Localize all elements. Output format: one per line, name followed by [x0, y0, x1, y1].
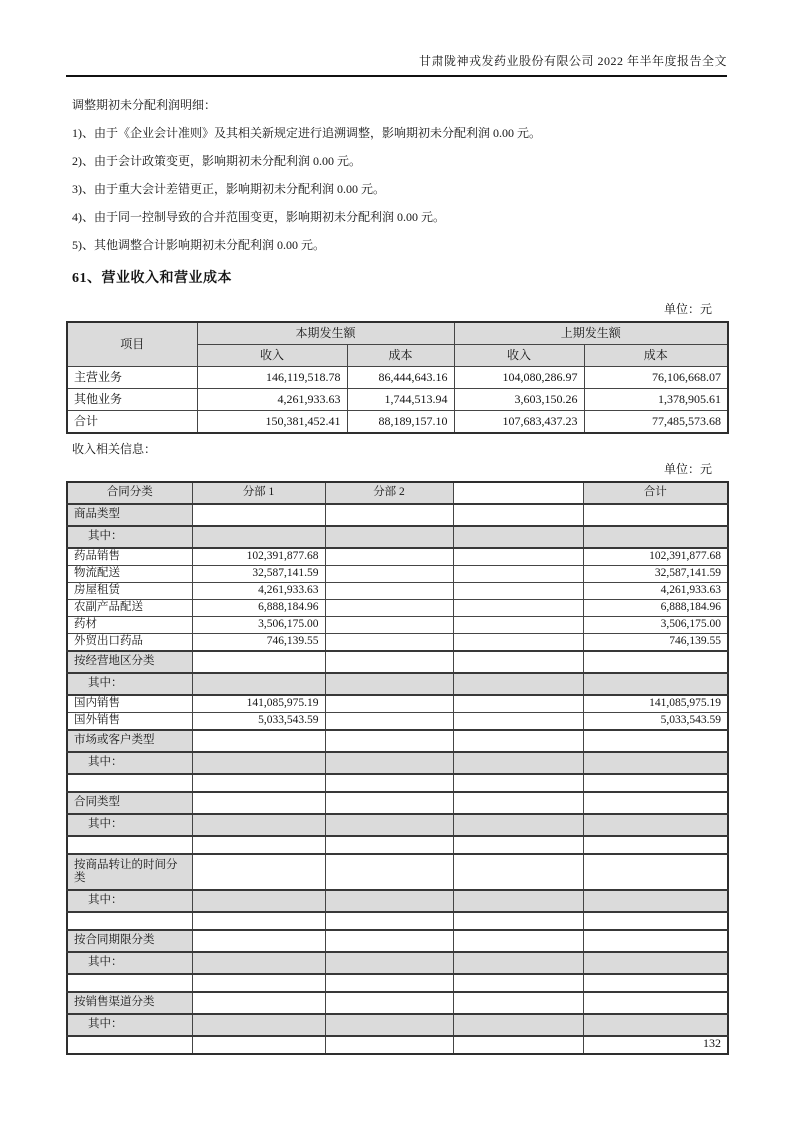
- segment-2-cell: [325, 651, 453, 673]
- row-label-cell: 其中：: [67, 890, 192, 912]
- col-header-segment-2: 分部 2: [325, 482, 453, 504]
- row-label-cell: 物流配送: [67, 566, 192, 583]
- table-row: [67, 713, 728, 731]
- segment-2-cell: [325, 930, 453, 952]
- total-cell: [583, 504, 728, 526]
- segment-2-cell: [325, 548, 453, 566]
- row-label-cell: 国外销售: [67, 713, 192, 731]
- segment-2-cell: [325, 713, 453, 731]
- col-header-income-current: 收入: [197, 345, 347, 367]
- total-cell: [583, 792, 728, 814]
- row-label-cell: 合计: [67, 411, 197, 434]
- current-income-cell: 4,261,933.63: [197, 389, 347, 411]
- revenue-cost-table-body: [67, 367, 728, 434]
- total-cell: [583, 854, 728, 890]
- revenue-info-table: [66, 481, 729, 1055]
- segment-2-cell: [325, 952, 453, 974]
- revenue-info-table-body: [67, 504, 728, 1054]
- table-row: [67, 1014, 728, 1036]
- col-header-cost-prior: 成本: [584, 345, 728, 367]
- row-label-cell: 其中：: [67, 673, 192, 695]
- total-cell: [583, 651, 728, 673]
- prior-income-cell: 107,683,437.23: [454, 411, 584, 434]
- row-label-cell: [67, 1036, 192, 1054]
- blank-column-cell: [453, 634, 583, 652]
- segment-2-cell: [325, 583, 453, 600]
- segment-1-cell: [192, 730, 325, 752]
- table-row: [67, 792, 728, 814]
- prior-cost-cell: 77,485,573.68: [584, 411, 728, 434]
- total-cell: [583, 836, 728, 854]
- segment-1-cell: [192, 504, 325, 526]
- table-row: [67, 583, 728, 600]
- blank-column-cell: [453, 548, 583, 566]
- segment-2-cell: [325, 695, 453, 713]
- list-item-2: 2)、由于会计政策变更，影响期初未分配利润 0.00 元。: [72, 154, 361, 168]
- table-row: [67, 814, 728, 836]
- blank-column-cell: [453, 730, 583, 752]
- segment-2-cell: [325, 1036, 453, 1054]
- blank-column-cell: [453, 617, 583, 634]
- total-cell: [583, 974, 728, 992]
- table-row: [67, 890, 728, 912]
- segment-2-cell: [325, 1014, 453, 1036]
- segment-2-cell: [325, 854, 453, 890]
- segment-1-cell: 32,587,141.59: [192, 566, 325, 583]
- intro-lead: 调整期初未分配利润明细：: [72, 98, 217, 112]
- total-cell: [583, 730, 728, 752]
- list-item-1: 1)、由于《企业会计准则》及其相关新规定进行追溯调整，影响期初未分配利润 0.00 元。: [72, 126, 541, 140]
- segment-1-cell: [192, 992, 325, 1014]
- table-header-row: [67, 482, 728, 504]
- row-label-cell: 外贸出口药品: [67, 634, 192, 652]
- page-number: 132: [703, 1036, 721, 1050]
- segment-2-cell: [325, 752, 453, 774]
- table-row: [67, 912, 728, 930]
- blank-column-cell: [453, 854, 583, 890]
- row-label-cell: 房屋租赁: [67, 583, 192, 600]
- blank-column-cell: [453, 890, 583, 912]
- segment-1-cell: [192, 1036, 325, 1054]
- row-label-cell: 其中：: [67, 952, 192, 974]
- blank-column-cell: [453, 792, 583, 814]
- total-cell: 4,261,933.63: [583, 583, 728, 600]
- prior-income-cell: 104,080,286.97: [454, 367, 584, 389]
- blank-column-cell: [453, 930, 583, 952]
- table-row: [67, 752, 728, 774]
- blank-column-cell: [453, 695, 583, 713]
- row-label-cell: 市场或客户类型: [67, 730, 192, 752]
- row-label-cell: 农副产品配送: [67, 600, 192, 617]
- total-cell: [583, 814, 728, 836]
- segment-1-cell: [192, 526, 325, 548]
- current-income-cell: 146,119,518.78: [197, 367, 347, 389]
- segment-1-cell: 5,033,543.59: [192, 713, 325, 731]
- segment-1-cell: [192, 673, 325, 695]
- current-income-cell: 150,381,452.41: [197, 411, 347, 434]
- segment-2-cell: [325, 814, 453, 836]
- segment-1-cell: [192, 752, 325, 774]
- segment-2-cell: [325, 634, 453, 652]
- segment-1-cell: [192, 912, 325, 930]
- blank-column-cell: [453, 992, 583, 1014]
- total-cell: [583, 890, 728, 912]
- col-header-prior-period: 上期发生额: [454, 322, 728, 345]
- revenue-cost-table-header: [67, 322, 728, 367]
- row-label-cell: 其中：: [67, 526, 192, 548]
- retained-earnings-adjustment-note: [66, 99, 727, 252]
- blank-column-cell: [453, 673, 583, 695]
- table-row: [67, 651, 728, 673]
- unit-label: 单位：元: [663, 462, 712, 476]
- table-row: [67, 930, 728, 952]
- total-cell: 102,391,877.68: [583, 548, 728, 566]
- segment-2-cell: [325, 566, 453, 583]
- segment-1-cell: [192, 651, 325, 673]
- total-cell: 746,139.55: [583, 634, 728, 652]
- blank-column-cell: [453, 974, 583, 992]
- list-item-5: 5)、其他调整合计影响期初未分配利润 0.00 元。: [72, 238, 325, 252]
- col-header-cost-current: 成本: [347, 345, 454, 367]
- blank-column-cell: [453, 1014, 583, 1036]
- total-cell: 141,085,975.19: [583, 695, 728, 713]
- segment-2-cell: [325, 912, 453, 930]
- row-label-cell: [67, 912, 192, 930]
- segment-1-cell: 4,261,933.63: [192, 583, 325, 600]
- segment-1-cell: [192, 814, 325, 836]
- total-cell: [583, 1014, 728, 1036]
- current-cost-cell: 88,189,157.10: [347, 411, 454, 434]
- row-label-cell: [67, 836, 192, 854]
- total-cell: [583, 774, 728, 792]
- total-cell: [583, 912, 728, 930]
- blank-column-cell: [453, 583, 583, 600]
- table-row: [67, 854, 728, 890]
- table-header-row: [67, 322, 728, 345]
- row-label-cell: 商品类型: [67, 504, 192, 526]
- blank-column-cell: [453, 566, 583, 583]
- row-label-cell: [67, 774, 192, 792]
- col-header-income-prior: 收入: [454, 345, 584, 367]
- blank-column-cell: [453, 526, 583, 548]
- table-row: [67, 992, 728, 1014]
- segment-1-cell: [192, 836, 325, 854]
- blank-column-cell: [453, 600, 583, 617]
- segment-1-cell: [192, 774, 325, 792]
- total-cell: [583, 930, 728, 952]
- segment-2-cell: [325, 792, 453, 814]
- segment-2-cell: [325, 836, 453, 854]
- table-row: [67, 673, 728, 695]
- row-label-cell: [67, 974, 192, 992]
- col-header-contract-class: 合同分类: [67, 482, 192, 504]
- row-label-cell: 其中：: [67, 814, 192, 836]
- segment-2-cell: [325, 890, 453, 912]
- row-label-cell: 其中：: [67, 1014, 192, 1036]
- table-row: [67, 1036, 728, 1054]
- list-item-4: 4)、由于同一控制导致的合并范围变更，影响期初未分配利润 0.00 元。: [72, 210, 445, 224]
- table-row: [67, 600, 728, 617]
- col-header-segment-1: 分部 1: [192, 482, 325, 504]
- segment-2-cell: [325, 673, 453, 695]
- blank-column-cell: [453, 814, 583, 836]
- total-cell: 32,587,141.59: [583, 566, 728, 583]
- blank-column-cell: [453, 504, 583, 526]
- total-cell: [583, 952, 728, 974]
- row-label-cell: 药品销售: [67, 548, 192, 566]
- segment-2-cell: [325, 992, 453, 1014]
- table-row: [67, 774, 728, 792]
- unit-label: 单位：元: [663, 302, 712, 316]
- total-cell: [583, 752, 728, 774]
- section-heading: 61、营业收入和营业成本: [72, 271, 232, 286]
- page-header-title: 甘肃陇神戎发药业股份有限公司 2022 年半年度报告全文: [66, 52, 727, 77]
- row-label-cell: 药材: [67, 617, 192, 634]
- segment-1-cell: [192, 854, 325, 890]
- segment-1-cell: [192, 952, 325, 974]
- segment-1-cell: 3,506,175.00: [192, 617, 325, 634]
- segment-1-cell: [192, 792, 325, 814]
- table-row: [67, 367, 728, 389]
- segment-1-cell: [192, 1014, 325, 1036]
- blank-column-cell: [453, 1036, 583, 1054]
- list-item-3: 3)、由于重大会计差错更正，影响期初未分配利润 0.00 元。: [72, 182, 385, 196]
- row-label-cell: 其中：: [67, 752, 192, 774]
- blank-column-cell: [453, 774, 583, 792]
- row-label-cell: 按合同期限分类: [67, 930, 192, 952]
- table-row: [67, 526, 728, 548]
- current-cost-cell: 1,744,513.94: [347, 389, 454, 411]
- row-label-cell: 按销售渠道分类: [67, 992, 192, 1014]
- segment-2-cell: [325, 974, 453, 992]
- table-row: [67, 617, 728, 634]
- table-row: [67, 634, 728, 652]
- segment-1-cell: 746,139.55: [192, 634, 325, 652]
- segment-1-cell: 102,391,877.68: [192, 548, 325, 566]
- table-row: [67, 411, 728, 434]
- segment-1-cell: 141,085,975.19: [192, 695, 325, 713]
- total-cell: [583, 673, 728, 695]
- table-row: [67, 695, 728, 713]
- table-row: [67, 952, 728, 974]
- revenue-cost-table: [66, 321, 729, 434]
- revenue-info-table-header: [67, 482, 728, 504]
- revenue-info-label: 收入相关信息：: [72, 442, 157, 456]
- col-header-item: 项目: [67, 322, 197, 367]
- total-cell: [583, 526, 728, 548]
- table-row: [67, 836, 728, 854]
- prior-income-cell: 3,603,150.26: [454, 389, 584, 411]
- table-row: [67, 974, 728, 992]
- segment-2-cell: [325, 504, 453, 526]
- row-label-cell: 其他业务: [67, 389, 197, 411]
- segment-2-cell: [325, 730, 453, 752]
- row-label-cell: 按商品转让的时间分类: [67, 854, 192, 890]
- blank-column-cell: [453, 713, 583, 731]
- prior-cost-cell: 1,378,905.61: [584, 389, 728, 411]
- segment-2-cell: [325, 526, 453, 548]
- blank-column-cell: [453, 836, 583, 854]
- table-row: [67, 566, 728, 583]
- blank-column-cell: [453, 752, 583, 774]
- row-label-cell: 合同类型: [67, 792, 192, 814]
- table-row: [67, 730, 728, 752]
- total-cell: [583, 992, 728, 1014]
- table-row: [67, 548, 728, 566]
- segment-2-cell: [325, 600, 453, 617]
- prior-cost-cell: 76,106,668.07: [584, 367, 728, 389]
- segment-1-cell: [192, 890, 325, 912]
- row-label-cell: 国内销售: [67, 695, 192, 713]
- col-header-total: 合计: [583, 482, 728, 504]
- total-cell: 5,033,543.59: [583, 713, 728, 731]
- table-row: [67, 389, 728, 411]
- current-cost-cell: 86,444,643.16: [347, 367, 454, 389]
- blank-column-cell: [453, 952, 583, 974]
- segment-2-cell: [325, 617, 453, 634]
- segment-1-cell: [192, 974, 325, 992]
- blank-column-cell: [453, 912, 583, 930]
- segment-2-cell: [325, 774, 453, 792]
- total-cell: 3,506,175.00: [583, 617, 728, 634]
- col-header-current-period: 本期发生额: [197, 322, 454, 345]
- row-label-cell: 主营业务: [67, 367, 197, 389]
- blank-column-cell: [453, 651, 583, 673]
- total-cell: 6,888,184.96: [583, 600, 728, 617]
- col-header-blank: [453, 482, 583, 504]
- row-label-cell: 按经营地区分类: [67, 651, 192, 673]
- table-row: [67, 504, 728, 526]
- segment-1-cell: [192, 930, 325, 952]
- segment-1-cell: 6,888,184.96: [192, 600, 325, 617]
